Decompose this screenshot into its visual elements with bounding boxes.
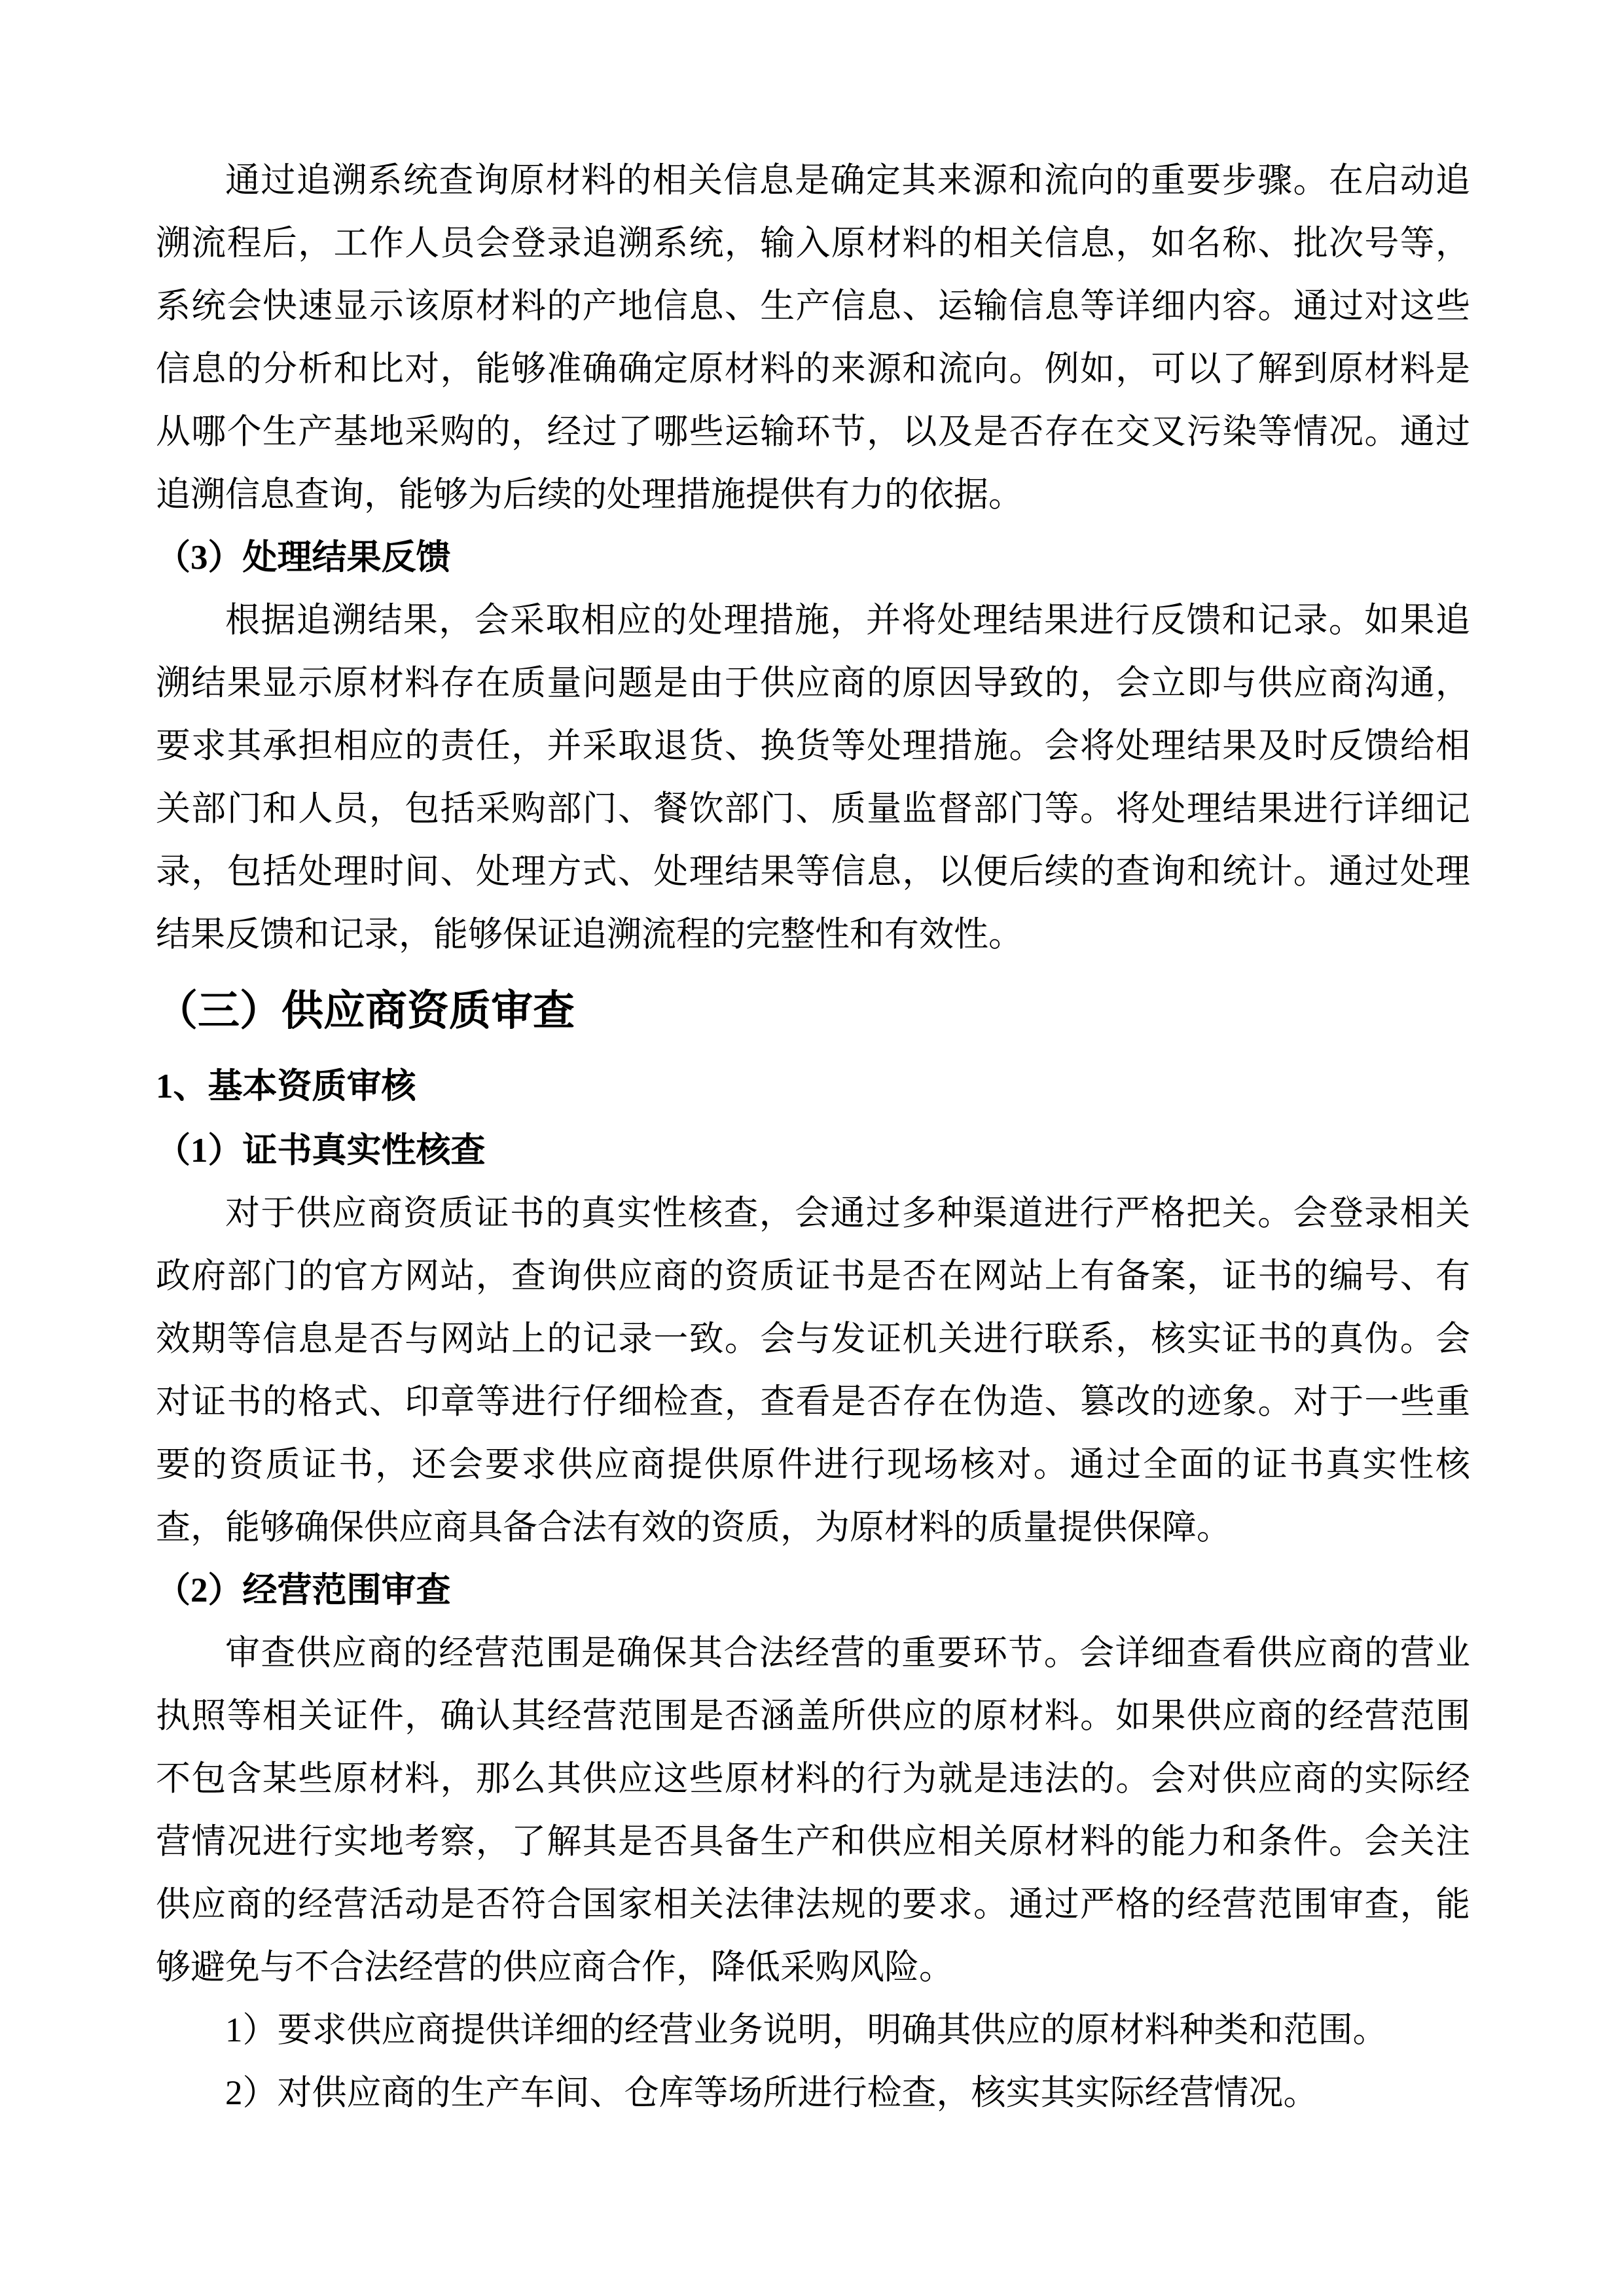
heading-certificate-authenticity-check: （1）证书真实性核查 — [156, 1132, 486, 1170]
paragraph-business-scope: 审查供应商的经营范围是确保其合法经营的重要环节。会详细查看供应商的营业执照等相关证件，确认其经营范围是否涵盖所供应的原材料。如果供应商的经营范围不包含某些原材料，那么其供应这些原材料的行为就是违法的。会对供应商的实际经营情况进行实地考察，了解其是否具备生产和供应相关原材料的能力和条件。会关注供应商的经营活动是否符合国家相关法律法规的要求。通过严格的经营范围审查，能够避免与不合法经营的供应商合作，降低采购风险。 — [156, 1634, 1470, 1986]
heading-basic-qualification-check: 1、基本资质审核 — [156, 1067, 416, 1105]
document-content — [156, 149, 1470, 2125]
paragraph-certificate-authenticity: 对于供应商资质证书的真实性核查，会通过多种渠道进行严格把关。会登录相关政府部门的官方网站，查询供应商的资质证书是否在网站上有备案，证书的编号、有效期等信息是否与网站上的记录一致。会与发证机关进行联系，核实证书的真伪。会对证书的格式、印章等进行仔细检查，查看是否存在伪造、篡改的迹象。对于一些重要的资质证书，还会要求供应商提供原件进行现场核对。通过全面的证书真实性核查，能够确保供应商具备合法有效的资质，为原材料的质量提供保障。 — [156, 1194, 1470, 1547]
heading-business-scope-review: （2）经营范围审查 — [156, 1571, 451, 1609]
paragraph-traceability-query: 通过追溯系统查询原材料的相关信息是确定其来源和流向的重要步骤。在启动追溯流程后，工作人员会登录追溯系统，输入原材料的相关信息，如名称、批次号等，系统会快速显示该原材料的产地信息、生产信息、运输信息等详细内容。通过对这些信息的分析和比对，能够准确确定原材料的来源和流向。例如，可以了解到原材料是从哪个生产基地采购的，经过了哪些运输环节，以及是否存在交叉污染等情况。通过追溯信息查询，能够为后续的处理措施提供有力的依据。 — [156, 162, 1470, 514]
list-item-site-inspection: 2）对供应商的生产车间、仓库等场所进行检查，核实其实际经营情况。 — [225, 2074, 1318, 2112]
list-item-business-description: 1）要求供应商提供详细的经营业务说明，明确其供应的原材料种类和范围。 — [225, 2011, 1388, 2049]
heading-result-feedback: （3）处理结果反馈 — [156, 539, 451, 577]
heading-supplier-qualification-review: （三）供应商资质审查 — [156, 988, 575, 1034]
paragraph-result-feedback: 根据追溯结果，会采取相应的处理措施，并将处理结果进行反馈和记录。如果追溯结果显示原材料存在质量问题是由于供应商的原因导致的，会立即与供应商沟通，要求其承担相应的责任，并采取退货、换货等处理措施。会将处理结果及时反馈给相关部门和人员，包括采购部门、餐饮部门、质量监督部门等。将处理结果进行详细记录，包括处理时间、处理方式、处理结果等信息，以便后续的查询和统计。通过处理结果反馈和记录，能够保证追溯流程的完整性和有效性。 — [156, 601, 1470, 954]
